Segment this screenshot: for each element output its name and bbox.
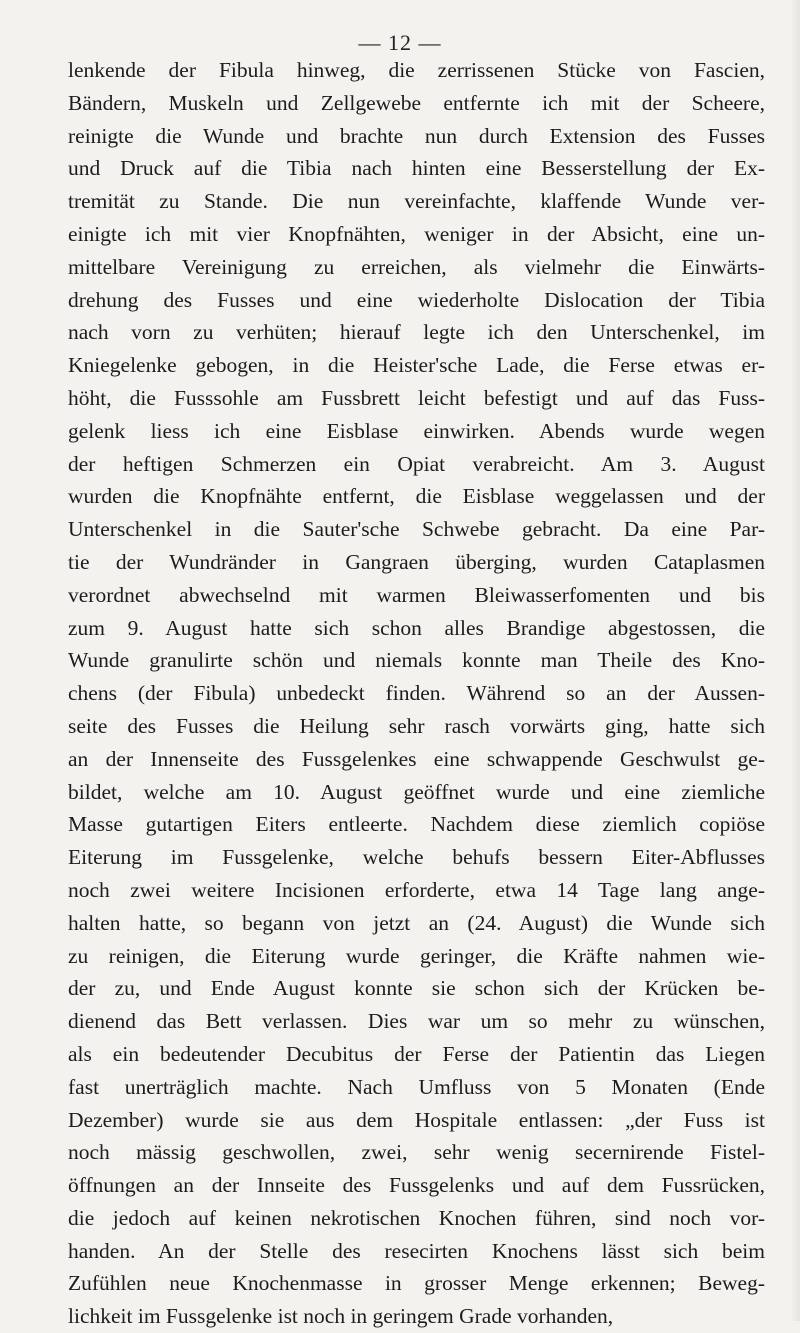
- text-line: noch mässig geschwollen, zwei, sehr wenig secernirende Fistel-: [68, 1140, 765, 1165]
- text-line: wurden die Knopfnähte entfernt, die Eisblase weggelassen und der: [68, 484, 765, 509]
- text-line: dienend das Bett verlassen. Dies war um so mehr zu wünschen,: [68, 1009, 765, 1034]
- text-line: höht, die Fusssohle am Fussbrett leicht befestigt und auf das Fuss-: [68, 385, 765, 410]
- page-number: — 12 —: [358, 30, 442, 55]
- text-line: zum 9. August hatte sich schon alles Brandige abgestossen, die: [68, 615, 765, 640]
- text-line: drehung des Fusses und eine wiederholte Dislocation der Tibia: [68, 287, 765, 312]
- text-line: an der Innenseite des Fussgelenkes eine schwappende Geschwulst ge-: [68, 746, 765, 771]
- text-line: seite des Fusses die Heilung sehr rasch vorwärts ging, hatte sich: [68, 713, 765, 738]
- text-line: Dezember) wurde sie aus dem Hospitale entlassen: „der Fuss ist: [68, 1107, 765, 1132]
- text-line: Wunde granulirte schön und niemals konnte man Theile des Kno-: [68, 648, 765, 673]
- text-line: handen. An der Stelle des resecirten Knochens lässt sich beim: [68, 1238, 765, 1263]
- text-line: Unterschenkel in die Sauter'sche Schwebe gebracht. Da eine Par-: [68, 517, 765, 542]
- text-line: tremität zu Stande. Die nun vereinfachte, klaffende Wunde ver-: [68, 189, 765, 214]
- text-line: der zu, und Ende August konnte sie schon sich der Krücken be-: [68, 976, 765, 1001]
- text-line: als ein bedeutender Decubitus der Ferse der Patientin das Liegen: [68, 1041, 765, 1066]
- text-line: Masse gutartigen Eiters entleerte. Nachdem diese ziemlich copiöse: [68, 812, 765, 837]
- page-edge-shadow: [790, 0, 800, 1321]
- body-text: [68, 54, 765, 1333]
- text-line: der heftigen Schmerzen ein Opiat verabreicht. Am 3. August: [68, 451, 765, 476]
- text-line: mittelbare Vereinigung zu erreichen, als vielmehr die Einwärts-: [68, 254, 765, 279]
- text-line: lichkeit im Fussgelenke ist noch in geringem Grade vorhanden,: [68, 1304, 614, 1329]
- text-line: die jedoch auf keinen nekrotischen Knochen führen, sind noch vor-: [68, 1205, 765, 1230]
- text-line: Eiterung im Fussgelenke, welche behufs bessern Eiter-Abflusses: [68, 845, 765, 870]
- text-line: Kniegelenke gebogen, in die Heister'sche Lade, die Ferse etwas er-: [68, 353, 765, 378]
- text-line: bildet, welche am 10. August geöffnet wurde und eine ziemliche: [68, 779, 765, 804]
- text-line: verordnet abwechselnd mit warmen Bleiwasserfomenten und bis: [68, 582, 765, 607]
- text-line: zu reinigen, die Eiterung wurde geringer, die Kräfte nahmen wie-: [68, 943, 765, 968]
- text-line: halten hatte, so begann von jetzt an (24. August) die Wunde sich: [68, 910, 765, 935]
- text-line: einigte ich mit vier Knopfnähten, weniger in der Absicht, eine un-: [68, 221, 765, 246]
- text-line: öffnungen an der Innseite des Fussgelenks und auf dem Fussrücken,: [68, 1173, 765, 1198]
- text-line: chens (der Fibula) unbedeckt finden. Während so an der Aussen-: [68, 681, 765, 706]
- text-line: Zufühlen neue Knochenmasse in grosser Menge erkennen; Beweg-: [68, 1271, 765, 1296]
- text-line: lenkende der Fibula hinweg, die zerrissenen Stücke von Fascien,: [68, 58, 765, 82]
- text-line: und Druck auf die Tibia nach hinten eine Besserstellung der Ex-: [68, 156, 765, 181]
- text-line: tie der Wundränder in Gangraen überging, wurden Cataplasmen: [68, 549, 765, 574]
- text-line: reinigte die Wunde und brachte nun durch Extension des Fusses: [68, 123, 765, 148]
- text-line: nach vorn zu verhüten; hierauf legte ich den Unterschenkel, im: [68, 320, 765, 345]
- text-line: Bändern, Muskeln und Zellgewebe entfernte ich mit der Scheere,: [68, 90, 765, 115]
- text-line: noch zwei weitere Incisionen erforderte, etwa 14 Tage lang ange-: [68, 877, 765, 902]
- text-line: fast unerträglich machte. Nach Umfluss von 5 Monaten (Ende: [68, 1074, 765, 1099]
- text-line: gelenk liess ich eine Eisblase einwirken. Abends wurde wegen: [68, 418, 765, 443]
